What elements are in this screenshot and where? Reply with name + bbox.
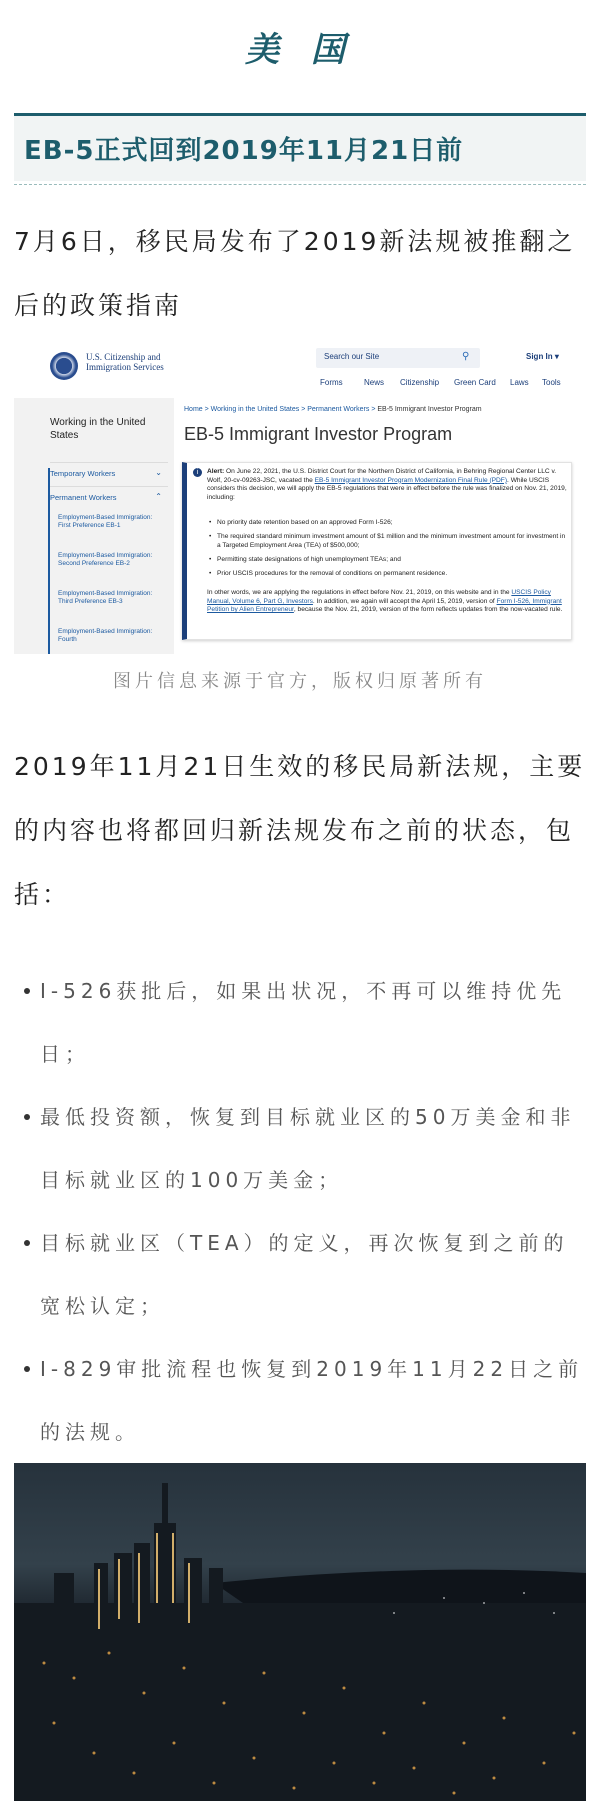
country-heading: 美 国 <box>245 30 355 70</box>
alert-paragraph-1: Alert: On June 22, 2021, the U.S. District Court for the Northern District of California, in Behring Regional Center LLC v. Wolf, 20-cv-09263-JSC, vacated the EB-5 Immigrant Investor Program Modernization Final Rule (PDF). While USCIS considers this decision, we will apply the EB-5 regulations that were in effect before the rule was finalized on Nov. 21, 2019, including: <box>207 468 567 501</box>
policy-manual-link[interactable]: USCIS Policy Manual, Volume 6, Part G, Investors <box>207 589 551 605</box>
alert-list-item: • The required standard minimum investment amount of $1 million and the minimum investment amount for investment in a Targeted Employment Area (TEA) of $500,000; <box>217 533 567 550</box>
info-icon: i <box>193 468 202 477</box>
bullet-dot-icon <box>24 1240 30 1246</box>
crumb-home[interactable]: Home <box>184 406 203 413</box>
article-title: EB-5正式回到2019年11月21日前 <box>24 136 464 166</box>
chevron-up-icon: ⌃ <box>155 492 162 501</box>
sign-in-button[interactable]: Sign In ▾ <box>526 352 559 361</box>
bullet-dot-icon <box>24 988 30 994</box>
bullet-dot-icon <box>24 1114 30 1120</box>
form-i526-link[interactable]: Form I-526, Immigrant Petition by Alien Entrepreneur <box>207 597 562 614</box>
sidebar-subitem-eb1[interactable]: Employment-Based Immigration: First Preference EB-1 <box>58 514 153 529</box>
nav-citizenship[interactable]: Citizenship <box>400 378 440 387</box>
breadcrumb: Home > Working in the United States > Permanent Workers > EB-5 Immigrant Investor Program <box>184 406 482 413</box>
nav-forms[interactable]: Forms <box>320 378 343 387</box>
search-placeholder: Search our Site <box>324 352 380 361</box>
image-caption: 图片信息来源于官方，版权归原著所有 <box>113 671 487 692</box>
page-title: EB-5 Immigrant Investor Program <box>184 424 453 444</box>
dhs-seal-icon <box>50 352 78 380</box>
sidebar-title: Working in the United States <box>50 417 146 441</box>
nav-laws[interactable]: Laws <box>510 378 529 387</box>
final-rule-link[interactable]: EB-5 Immigrant Investor Program Modernization Final Rule (PDF) <box>314 476 508 484</box>
sidebar-item-temporary-workers[interactable] <box>50 462 168 484</box>
body-paragraph: 2019年11月21日生效的移民局新法规，主要的内容也将都回归新法规发布之前的状态，包括： <box>14 752 586 909</box>
sidebar-subitem-eb3[interactable]: Employment-Based Immigration: Third Preference EB-3 <box>58 590 153 605</box>
chevron-down-icon: ⌄ <box>155 468 162 477</box>
uscis-header <box>14 340 586 396</box>
alert-list-item: • No priority date retention based on an approved Form I-526; <box>217 519 567 528</box>
alert-list-item: • Prior USCIS procedures for the removal of conditions on permanent residence. <box>217 570 567 579</box>
city-skyline-icon <box>14 1463 586 1801</box>
nav-news[interactable]: News <box>364 378 385 387</box>
sidebar-subitem-eb2[interactable]: Employment-Based Immigration: Second Preference EB-2 <box>58 552 153 567</box>
uscis-screenshot <box>14 340 586 654</box>
nav-tools[interactable]: Tools <box>542 378 561 387</box>
nav-green-card[interactable]: Green Card <box>454 378 496 387</box>
city-night-photo <box>14 1463 586 1801</box>
intro-paragraph: 7月6日，移民局发布了2019新法规被推翻之后的政策指南 <box>14 227 576 320</box>
sidebar-item-label: Temporary Workers <box>50 469 116 478</box>
sidebar-active-bar <box>48 468 50 654</box>
search-icon[interactable]: ⚲ <box>462 351 470 362</box>
uscis-logo-text: U.S. Citizenship and Immigration Services <box>86 352 164 372</box>
crumb-current: EB-5 Immigrant Investor Program <box>377 406 482 413</box>
sidebar-item-label: Permanent Workers <box>50 493 117 502</box>
bullet-dot-icon <box>24 1366 30 1372</box>
sidebar-subitem-eb4[interactable]: Employment-Based Immigration: Fourth <box>58 628 153 643</box>
alert-list-item: • Permitting state designations of high unemployment TEAs; and <box>217 556 567 565</box>
crumb-working[interactable]: Working in the United States <box>210 406 300 413</box>
alert-box <box>182 462 572 640</box>
sidebar-item-permanent-workers[interactable] <box>50 486 168 508</box>
search-input[interactable] <box>316 348 480 368</box>
sidebar <box>14 398 174 654</box>
crumb-permanent[interactable]: Permanent Workers <box>307 406 370 413</box>
alert-paragraph-2: In other words, we are applying the regulations in effect before Nov. 21, 2019, on this website and in the USCIS Policy Manual, Volume 6, Part G, Investors. In addition, we again will accept the April 15, 2019, version of Form I-526, Immigrant Petition by Alien Entrepreneur, because the Nov. 21, 2019, version of the form reflects updates from the now-vacated rule. <box>207 589 563 614</box>
article-title-box <box>14 113 586 181</box>
